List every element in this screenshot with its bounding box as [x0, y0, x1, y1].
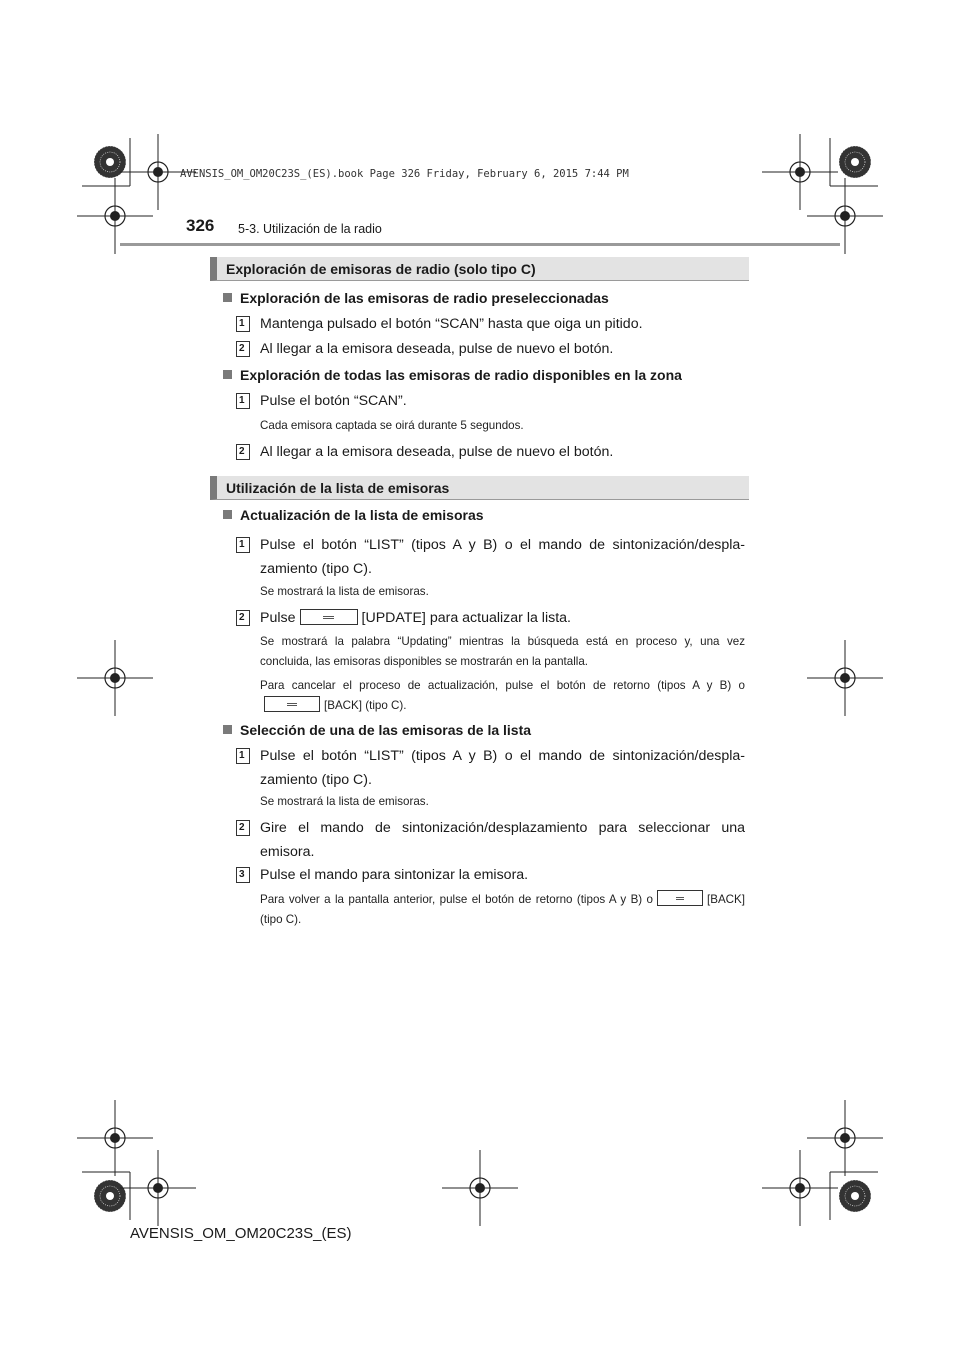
step-text: Pulse el botón “LIST” (tipos A y B) o el mando de sintonización/despla-zamiento (tipo C).: [260, 748, 745, 788]
square-bullet-icon: [223, 370, 232, 379]
section-title: Utilización de la lista de emisoras: [226, 480, 450, 496]
step-text: Pulse el mando para sintonizar la emisora.: [260, 867, 529, 883]
step-number-badge: 2: [236, 444, 250, 460]
screen-button-icon: [264, 696, 320, 712]
screen-button-icon: [300, 609, 358, 625]
breadcrumb: 5-3. Utilización de la radio: [238, 222, 382, 236]
subsection-heading: [223, 367, 682, 383]
step-note: Se mostrará la lista de emisoras.: [260, 795, 429, 808]
step-number-badge: 2: [236, 341, 250, 357]
page-number: 326: [186, 216, 215, 235]
step-note: Cada emisora captada se oirá durante 5 segundos.: [260, 419, 524, 432]
step-number-badge: 1: [236, 537, 250, 553]
note-text-part: Para volver a la pantalla anterior, pulse el botón de retorno (tipos A y B) o: [260, 893, 653, 906]
step-number-badge: 2: [236, 610, 250, 626]
note-text-part: [BACK] (tipo C).: [324, 699, 407, 712]
footer-doc-id: AVENSIS_OM_OM20C23S_(ES): [130, 1225, 352, 1242]
square-bullet-icon: [223, 510, 232, 519]
step-number-badge: 1: [236, 393, 250, 409]
note-text-part: Para cancelar el proceso de actualización, pulse el botón de retorno (tipos A y B) o: [260, 679, 745, 692]
subsection-title: Exploración de las emisoras de radio preseleccionadas: [240, 290, 609, 306]
step-text: Gire el mando de sintonización/desplazamiento para seleccionar una emisora.: [260, 820, 745, 860]
step-note: [260, 676, 745, 716]
section-title: Exploración de emisoras de radio (solo tipo C): [226, 261, 536, 277]
section-heading-scan: [210, 257, 749, 281]
step-text: [260, 606, 745, 630]
step-text-part: [UPDATE] para actualizar la lista.: [361, 610, 571, 626]
screen-button-icon: [657, 890, 703, 906]
subsection-heading: [223, 507, 484, 523]
step-text: Pulse el botón “LIST” (tipos A y B) o el mando de sintonización/despla-zamiento (tipo C).: [260, 537, 745, 577]
step-note: Se mostrará la lista de emisoras.: [260, 585, 429, 598]
step-note: Se mostrará la palabra “Updating” mientras la búsqueda está en proceso y, una vez concluida, las emisoras disponibles se mostrarán en la pantalla.: [260, 635, 745, 668]
subsection-heading: [223, 722, 531, 738]
header-rule: [120, 243, 840, 246]
book-info-line: AVENSIS_OM_OM20C23S_(ES).book Page 326 Friday, February 6, 2015 7:44 PM: [180, 168, 629, 180]
step-number-badge: 1: [236, 316, 250, 332]
step-text-part: Pulse: [260, 610, 296, 626]
step-number-badge: 1: [236, 748, 250, 764]
step-text: Al llegar a la emisora deseada, pulse de nuevo el botón.: [260, 341, 614, 357]
subsection-title: Actualización de la lista de emisoras: [240, 507, 484, 523]
step-note: [260, 890, 745, 930]
step-number-badge: 3: [236, 867, 250, 883]
square-bullet-icon: [223, 725, 232, 734]
step-text: Mantenga pulsado el botón “SCAN” hasta que oiga un pitido.: [260, 316, 643, 332]
subsection-title: Exploración de todas las emisoras de radio disponibles en la zona: [240, 367, 682, 383]
step-text: Pulse el botón “SCAN”.: [260, 393, 407, 409]
note-text-part: [BACK] (tipo C).: [260, 893, 745, 926]
square-bullet-icon: [223, 293, 232, 302]
section-heading-list: [210, 476, 749, 500]
subsection-heading: [223, 290, 609, 306]
step-number-badge: 2: [236, 820, 250, 836]
step-text: Al llegar a la emisora deseada, pulse de nuevo el botón.: [260, 444, 614, 460]
subsection-title: Selección de una de las emisoras de la lista: [240, 722, 532, 738]
